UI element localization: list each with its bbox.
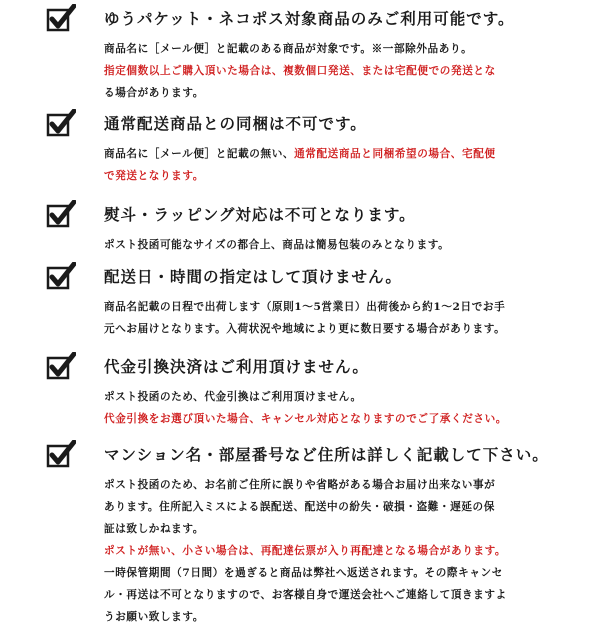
section-heading: 代金引換決済はご利用頂けません。 — [104, 357, 369, 376]
body-line: 商品名記載の日程で出荷します（原則1～5営業日）出荷後から約1～2日でお手 — [104, 301, 506, 313]
section-body — [104, 38, 572, 104]
body-line-part: 商品名に［メール便］と記載の無い、 — [104, 148, 295, 160]
body-line: 商品名に［メール便］と記載のある商品が対象です。※一部除外品あり。 — [104, 43, 473, 55]
section-heading: 通常配送商品との同梱は不可です。 — [104, 114, 367, 133]
section-body — [104, 296, 572, 340]
checkbox-check-icon — [46, 4, 76, 34]
section-heading: ゆうパケット・ネコポス対象商品のみご利用可能です。 — [104, 9, 515, 28]
checkbox-check-icon — [46, 200, 76, 230]
checkbox-check-icon — [46, 352, 76, 382]
section-heading: 熨斗・ラッピング対応は不可となります。 — [104, 205, 416, 224]
body-line-highlight: 代金引換をお選び頂いた場合、キャンセル対応となりますのでご了承ください。 — [104, 413, 507, 425]
body-line: ポスト投函のため、代金引換はご利用頂けません。 — [104, 391, 362, 403]
body-line: ポスト投函のため、お名前ご住所に誤りや省略がある場合お届け出来ない事が — [104, 479, 496, 491]
body-line: る場合があります。 — [104, 87, 204, 99]
section-body — [104, 386, 572, 430]
body-line: ル・再送は不可となりますので、お客様自身で運送会社へご連絡して頂きますよ — [104, 589, 507, 601]
body-line: 元へお届けとなります。入荷状況や地域により更に数日要する場合があります。 — [104, 323, 506, 335]
section-body — [104, 474, 572, 628]
body-line: ポスト投函可能なサイズの都合上、商品は簡易包装のみとなります。 — [104, 239, 450, 251]
body-line-highlight: で発送となります。 — [104, 170, 204, 182]
section-heading: 配送日・時間の指定はして頂けません。 — [104, 267, 402, 286]
section-body — [104, 143, 572, 187]
body-line: 一時保管期間（7日間）を過ぎると商品は弊社へ返送されます。その際キャンセ — [104, 567, 503, 579]
body-line: あります。住所記入ミスによる誤配送、配送中の紛失・破損・盗難・遅延の保 — [104, 501, 495, 513]
section-heading: マンション名・部屋番号など住所は詳しく記載して下さい。 — [104, 445, 549, 464]
body-line-highlight: 指定個数以上ご購入頂いた場合は、複数個口発送、または宅配便での発送とな — [104, 65, 496, 77]
section-body — [104, 234, 572, 256]
body-line: 証は致しかねます。 — [104, 523, 204, 535]
checkbox-check-icon — [46, 262, 76, 292]
body-line — [104, 143, 572, 165]
checkbox-check-icon — [46, 440, 76, 470]
body-line-highlight: 通常配送商品と同梱希望の場合、宅配便 — [294, 148, 496, 160]
body-line-highlight: ポストが無い、小さい場合は、再配達伝票が入り再配達となる場合があります。 — [104, 545, 507, 557]
checkbox-check-icon — [46, 109, 76, 139]
body-line: うお願い致します。 — [104, 611, 204, 623]
